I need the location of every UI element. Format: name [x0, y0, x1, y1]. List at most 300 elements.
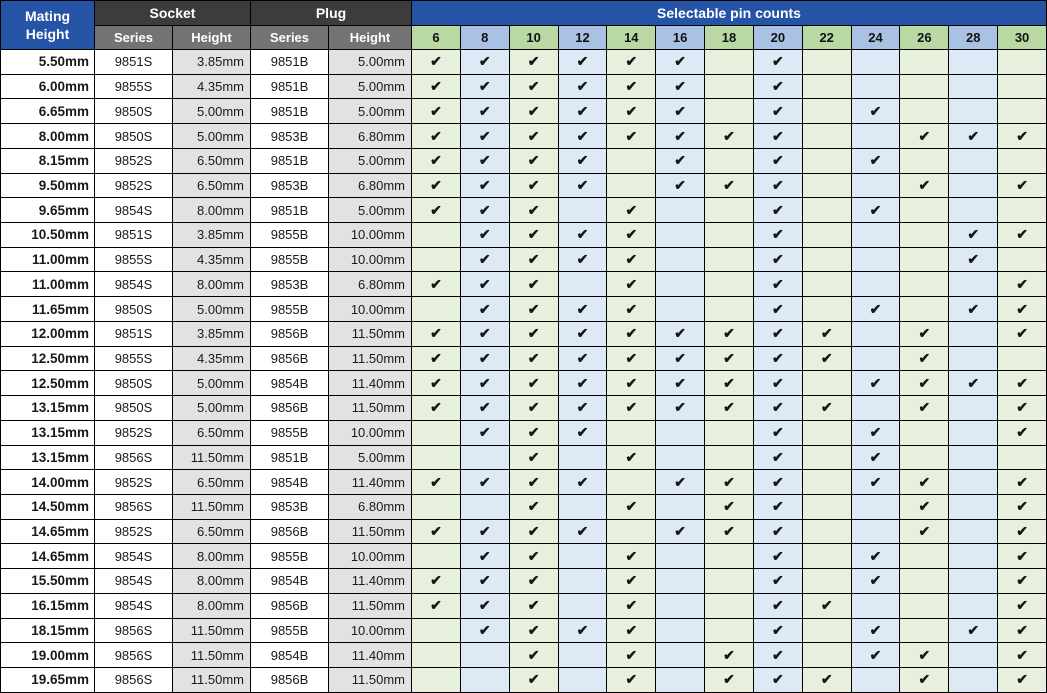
check-icon: ✔ [430, 275, 442, 292]
pin-cell-10 [509, 74, 558, 99]
pin-cell-26 [900, 124, 949, 149]
check-icon: ✔ [625, 226, 638, 243]
pin-cell-16 [656, 223, 705, 248]
pin-cell-30 [998, 643, 1047, 668]
check-icon: ✔ [527, 597, 540, 614]
check-icon: ✔ [723, 498, 735, 515]
check-icon: ✔ [527, 399, 540, 416]
pin-cell-14 [607, 321, 656, 346]
pin-count-header-10: 10 [509, 26, 558, 50]
pin-cell-18 [705, 371, 754, 396]
pin-cell-18 [705, 124, 754, 149]
pin-cell-20 [753, 569, 802, 594]
check-icon: ✔ [1016, 127, 1028, 144]
table-row [1, 667, 1047, 692]
pin-cell-22 [802, 445, 851, 470]
mating-height-cell: 15.50mm [1, 569, 95, 594]
check-icon: ✔ [576, 300, 589, 317]
pin-cell-28 [949, 223, 998, 248]
pin-cell-24 [851, 198, 900, 223]
pin-cell-30 [998, 667, 1047, 692]
pin-cell-14 [607, 396, 656, 421]
plug-series-cell: 9855B [251, 618, 329, 643]
socket-height-cell: 11.50mm [173, 667, 251, 692]
plug-series-cell: 9855B [251, 297, 329, 322]
check-icon: ✔ [820, 597, 833, 614]
check-icon: ✔ [869, 152, 882, 169]
plug-series-cell: 9854B [251, 371, 329, 396]
check-icon: ✔ [625, 349, 638, 366]
pin-cell-30 [998, 519, 1047, 544]
check-icon: ✔ [674, 349, 687, 366]
plug-height-cell: 11.50mm [329, 667, 412, 692]
check-icon: ✔ [869, 448, 882, 465]
check-icon: ✔ [527, 176, 540, 193]
check-icon: ✔ [869, 424, 882, 441]
plug-series-cell: 9856B [251, 519, 329, 544]
check-icon: ✔ [625, 53, 638, 70]
check-icon: ✔ [771, 251, 784, 268]
pin-cell-18 [705, 643, 754, 668]
check-icon: ✔ [869, 621, 882, 638]
pin-cell-20 [753, 593, 802, 618]
check-icon: ✔ [820, 349, 833, 366]
pin-cell-8 [460, 667, 509, 692]
pin-cell-12 [558, 667, 607, 692]
pin-cell-6 [412, 396, 461, 421]
pin-cell-30 [998, 445, 1047, 470]
socket-height-cell: 3.85mm [173, 223, 251, 248]
check-icon: ✔ [527, 547, 540, 564]
pin-cell-12 [558, 50, 607, 75]
pin-cell-28 [949, 173, 998, 198]
check-icon: ✔ [430, 127, 442, 144]
pin-cell-8 [460, 74, 509, 99]
table-row [1, 272, 1047, 297]
pin-cell-12 [558, 544, 607, 569]
pin-cell-8 [460, 470, 509, 495]
check-icon: ✔ [625, 102, 638, 119]
pin-cell-10 [509, 667, 558, 692]
pin-cell-6 [412, 50, 461, 75]
socket-series-cell: 9852S [95, 420, 173, 445]
check-icon: ✔ [625, 572, 638, 589]
check-icon: ✔ [771, 300, 784, 317]
pin-cell-18 [705, 593, 754, 618]
pin-count-header-16: 16 [656, 26, 705, 50]
check-icon: ✔ [771, 646, 784, 663]
pin-cell-26 [900, 371, 949, 396]
pin-cell-22 [802, 667, 851, 692]
mating-height-cell: 10.50mm [1, 223, 95, 248]
check-icon: ✔ [527, 498, 540, 515]
pin-cell-10 [509, 272, 558, 297]
pin-cell-8 [460, 519, 509, 544]
plug-series-cell: 9856B [251, 396, 329, 421]
check-icon: ✔ [527, 102, 540, 119]
pin-cell-24 [851, 569, 900, 594]
socket-height-cell: 11.50mm [173, 618, 251, 643]
plug-height-cell: 5.00mm [329, 99, 412, 124]
check-icon: ✔ [674, 399, 687, 416]
table-row [1, 371, 1047, 396]
pin-cell-10 [509, 371, 558, 396]
pin-cell-10 [509, 148, 558, 173]
pin-cell-28 [949, 618, 998, 643]
pin-cell-8 [460, 593, 509, 618]
pin-cell-8 [460, 544, 509, 569]
check-icon: ✔ [723, 523, 735, 540]
pin-cell-30 [998, 544, 1047, 569]
pin-cell-18 [705, 272, 754, 297]
pin-cell-18 [705, 420, 754, 445]
check-icon: ✔ [771, 498, 784, 515]
pin-cell-30 [998, 494, 1047, 519]
pin-cell-20 [753, 321, 802, 346]
socket-series-cell: 9856S [95, 643, 173, 668]
socket-series-cell: 9852S [95, 470, 173, 495]
pin-cell-28 [949, 247, 998, 272]
check-icon: ✔ [430, 597, 442, 614]
plug-height-cell: 11.50mm [329, 593, 412, 618]
pin-cell-12 [558, 618, 607, 643]
pin-cell-12 [558, 148, 607, 173]
plug-height-cell: 5.00mm [329, 198, 412, 223]
mating-height-cell: 12.00mm [1, 321, 95, 346]
pin-cell-30 [998, 173, 1047, 198]
socket-series-cell: 9856S [95, 618, 173, 643]
check-icon: ✔ [1016, 374, 1028, 391]
check-icon: ✔ [723, 671, 735, 688]
check-icon: ✔ [478, 374, 491, 391]
pin-cell-14 [607, 148, 656, 173]
pin-cell-18 [705, 321, 754, 346]
pin-cell-14 [607, 470, 656, 495]
plug-series-cell: 9851B [251, 74, 329, 99]
pin-cell-8 [460, 643, 509, 668]
pin-cell-12 [558, 470, 607, 495]
pin-cell-14 [607, 74, 656, 99]
pin-cell-8 [460, 618, 509, 643]
check-icon: ✔ [527, 78, 540, 95]
pin-cell-20 [753, 198, 802, 223]
check-icon: ✔ [625, 646, 638, 663]
check-icon: ✔ [478, 547, 491, 564]
pin-count-header-8: 8 [460, 26, 509, 50]
header-socket-height: Height [173, 26, 251, 50]
pin-cell-18 [705, 667, 754, 692]
pin-cell-16 [656, 569, 705, 594]
pin-cell-28 [949, 198, 998, 223]
check-icon: ✔ [625, 671, 638, 688]
check-icon: ✔ [723, 325, 735, 342]
plug-series-cell: 9854B [251, 643, 329, 668]
plug-height-cell: 10.00mm [329, 420, 412, 445]
check-icon: ✔ [478, 300, 491, 317]
pin-cell-6 [412, 247, 461, 272]
plug-series-cell: 9853B [251, 272, 329, 297]
plug-series-cell: 9855B [251, 247, 329, 272]
table-row [1, 346, 1047, 371]
socket-height-cell: 5.00mm [173, 371, 251, 396]
pin-cell-20 [753, 643, 802, 668]
check-icon: ✔ [430, 78, 442, 95]
check-icon: ✔ [478, 201, 491, 218]
pin-cell-8 [460, 50, 509, 75]
check-icon: ✔ [430, 325, 442, 342]
pin-cell-10 [509, 124, 558, 149]
pin-cell-24 [851, 371, 900, 396]
pin-cell-30 [998, 272, 1047, 297]
check-icon: ✔ [967, 300, 980, 317]
check-icon: ✔ [576, 325, 589, 342]
check-icon: ✔ [625, 448, 638, 465]
check-icon: ✔ [967, 226, 980, 243]
check-icon: ✔ [1016, 646, 1028, 663]
mating-height-cell: 11.00mm [1, 247, 95, 272]
check-icon: ✔ [1016, 424, 1028, 441]
pin-cell-22 [802, 173, 851, 198]
check-icon: ✔ [527, 374, 540, 391]
plug-height-cell: 11.40mm [329, 470, 412, 495]
mating-height-cell: 14.65mm [1, 544, 95, 569]
pin-cell-28 [949, 371, 998, 396]
socket-series-cell: 9850S [95, 99, 173, 124]
pin-cell-30 [998, 470, 1047, 495]
check-icon: ✔ [527, 473, 540, 490]
pin-cell-28 [949, 643, 998, 668]
pin-cell-10 [509, 470, 558, 495]
pin-cell-16 [656, 643, 705, 668]
pin-cell-8 [460, 371, 509, 396]
pin-cell-26 [900, 544, 949, 569]
check-icon: ✔ [527, 646, 540, 663]
plug-series-cell: 9856B [251, 321, 329, 346]
check-icon: ✔ [478, 597, 491, 614]
pin-cell-26 [900, 198, 949, 223]
pin-cell-18 [705, 494, 754, 519]
pin-cell-10 [509, 321, 558, 346]
pin-cell-22 [802, 74, 851, 99]
pin-cell-28 [949, 519, 998, 544]
pin-cell-6 [412, 519, 461, 544]
check-icon: ✔ [674, 523, 687, 540]
pin-cell-30 [998, 297, 1047, 322]
table-row [1, 494, 1047, 519]
pin-cell-10 [509, 593, 558, 618]
pin-cell-28 [949, 494, 998, 519]
check-icon: ✔ [576, 621, 589, 638]
plug-height-cell: 6.80mm [329, 173, 412, 198]
check-icon: ✔ [723, 473, 735, 490]
pin-cell-8 [460, 99, 509, 124]
pin-cell-26 [900, 272, 949, 297]
pin-cell-28 [949, 569, 998, 594]
pin-cell-10 [509, 346, 558, 371]
pin-cell-12 [558, 593, 607, 618]
plug-height-cell: 11.40mm [329, 643, 412, 668]
check-icon: ✔ [625, 300, 638, 317]
pin-cell-12 [558, 371, 607, 396]
check-icon: ✔ [430, 102, 442, 119]
pin-cell-6 [412, 223, 461, 248]
table-row [1, 420, 1047, 445]
check-icon: ✔ [625, 597, 638, 614]
pin-cell-24 [851, 173, 900, 198]
check-icon: ✔ [576, 176, 589, 193]
check-icon: ✔ [625, 547, 638, 564]
check-icon: ✔ [625, 621, 638, 638]
check-icon: ✔ [430, 176, 442, 193]
header-plug-series: Series [251, 26, 329, 50]
table-row [1, 247, 1047, 272]
pin-cell-24 [851, 321, 900, 346]
check-icon: ✔ [576, 127, 589, 144]
plug-series-cell: 9853B [251, 124, 329, 149]
socket-height-cell: 5.00mm [173, 297, 251, 322]
check-icon: ✔ [1016, 498, 1028, 515]
check-icon: ✔ [771, 53, 784, 70]
pin-cell-20 [753, 272, 802, 297]
pin-cell-16 [656, 371, 705, 396]
mating-height-cell: 6.65mm [1, 99, 95, 124]
check-icon: ✔ [478, 275, 491, 292]
check-icon: ✔ [625, 374, 638, 391]
check-icon: ✔ [625, 399, 638, 416]
mating-height-cell: 11.65mm [1, 297, 95, 322]
mating-height-cell: 14.00mm [1, 470, 95, 495]
plug-height-cell: 11.50mm [329, 321, 412, 346]
pin-cell-26 [900, 321, 949, 346]
pin-cell-8 [460, 297, 509, 322]
pin-cell-14 [607, 124, 656, 149]
pin-count-header-30: 30 [998, 26, 1047, 50]
pin-cell-12 [558, 420, 607, 445]
pin-cell-6 [412, 321, 461, 346]
check-icon: ✔ [478, 424, 491, 441]
check-icon: ✔ [1016, 300, 1028, 317]
pin-cell-22 [802, 396, 851, 421]
pin-cell-12 [558, 297, 607, 322]
plug-height-cell: 11.40mm [329, 371, 412, 396]
check-icon: ✔ [967, 251, 980, 268]
pin-cell-24 [851, 223, 900, 248]
pin-cell-18 [705, 346, 754, 371]
plug-series-cell: 9853B [251, 173, 329, 198]
check-icon: ✔ [918, 523, 931, 540]
socket-height-cell: 5.00mm [173, 99, 251, 124]
socket-series-cell: 9855S [95, 247, 173, 272]
table-row [1, 173, 1047, 198]
pin-cell-8 [460, 396, 509, 421]
plug-height-cell: 5.00mm [329, 148, 412, 173]
check-icon: ✔ [527, 349, 540, 366]
pin-cell-30 [998, 124, 1047, 149]
pin-cell-26 [900, 643, 949, 668]
check-icon: ✔ [869, 300, 882, 317]
mating-height-cell: 13.15mm [1, 396, 95, 421]
table-row [1, 198, 1047, 223]
check-icon: ✔ [478, 152, 491, 169]
pin-cell-30 [998, 569, 1047, 594]
table-row [1, 470, 1047, 495]
pin-cell-8 [460, 173, 509, 198]
plug-series-cell: 9856B [251, 593, 329, 618]
socket-height-cell: 3.85mm [173, 321, 251, 346]
check-icon: ✔ [527, 448, 540, 465]
pin-cell-22 [802, 148, 851, 173]
pin-cell-30 [998, 593, 1047, 618]
check-icon: ✔ [430, 374, 442, 391]
pin-cell-24 [851, 667, 900, 692]
pin-cell-26 [900, 346, 949, 371]
pin-cell-14 [607, 569, 656, 594]
check-icon: ✔ [918, 671, 931, 688]
pin-cell-30 [998, 74, 1047, 99]
pin-cell-14 [607, 420, 656, 445]
check-icon: ✔ [771, 597, 784, 614]
pin-cell-12 [558, 643, 607, 668]
check-icon: ✔ [723, 646, 735, 663]
pin-count-header-22: 22 [802, 26, 851, 50]
table-row [1, 99, 1047, 124]
pin-cell-12 [558, 124, 607, 149]
pin-cell-30 [998, 99, 1047, 124]
mating-height-cell: 5.50mm [1, 50, 95, 75]
plug-height-cell: 11.40mm [329, 569, 412, 594]
check-icon: ✔ [771, 176, 784, 193]
pin-cell-26 [900, 519, 949, 544]
table-row [1, 396, 1047, 421]
pin-cell-24 [851, 593, 900, 618]
pin-cell-18 [705, 148, 754, 173]
pin-count-header-24: 24 [851, 26, 900, 50]
pin-cell-8 [460, 569, 509, 594]
plug-series-cell: 9856B [251, 667, 329, 692]
pin-cell-8 [460, 445, 509, 470]
pin-cell-20 [753, 420, 802, 445]
socket-series-cell: 9851S [95, 50, 173, 75]
pin-cell-16 [656, 445, 705, 470]
check-icon: ✔ [771, 102, 784, 119]
check-icon: ✔ [478, 127, 491, 144]
pin-cell-8 [460, 148, 509, 173]
pin-cell-12 [558, 173, 607, 198]
pin-cell-14 [607, 494, 656, 519]
pin-cell-26 [900, 223, 949, 248]
check-icon: ✔ [918, 498, 931, 515]
pin-cell-20 [753, 99, 802, 124]
mating-height-cell: 8.00mm [1, 124, 95, 149]
socket-series-cell: 9854S [95, 198, 173, 223]
pin-cell-8 [460, 420, 509, 445]
pin-cell-30 [998, 420, 1047, 445]
pin-cell-6 [412, 371, 461, 396]
pin-cell-6 [412, 148, 461, 173]
check-icon: ✔ [1016, 226, 1028, 243]
check-icon: ✔ [478, 325, 491, 342]
check-icon: ✔ [674, 176, 687, 193]
pin-cell-28 [949, 396, 998, 421]
pin-cell-6 [412, 198, 461, 223]
socket-height-cell: 4.35mm [173, 346, 251, 371]
check-icon: ✔ [576, 523, 589, 540]
pin-cell-24 [851, 74, 900, 99]
pin-cell-10 [509, 569, 558, 594]
check-icon: ✔ [820, 325, 833, 342]
socket-series-cell: 9852S [95, 173, 173, 198]
pin-cell-24 [851, 346, 900, 371]
